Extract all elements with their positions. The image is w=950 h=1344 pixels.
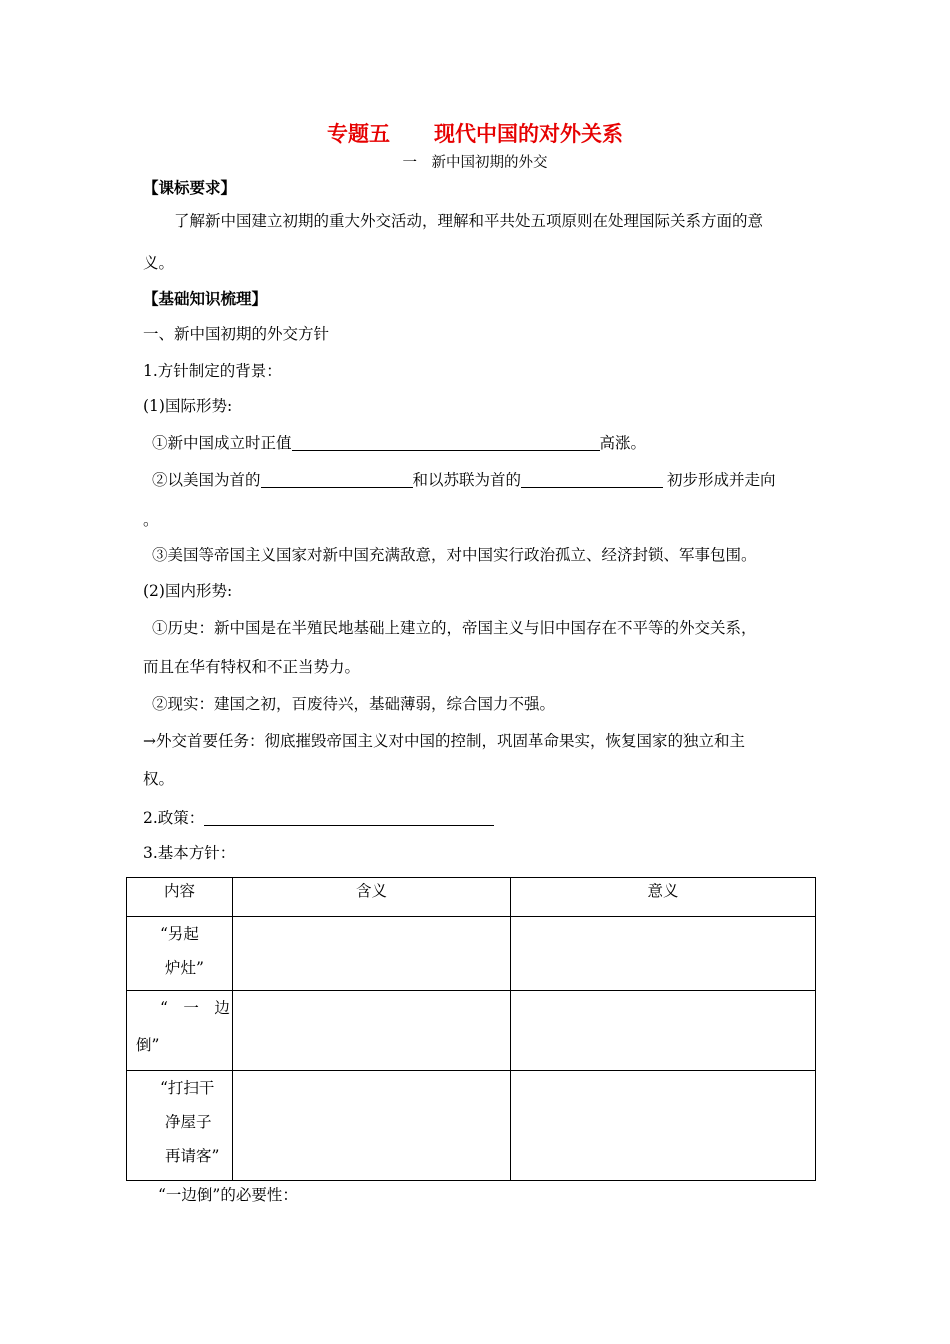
title-topic: 专题五 [327, 122, 390, 146]
section-heading: 一、新中国初期的外交方针 [143, 325, 330, 343]
fill-blank-1[interactable] [292, 434, 600, 451]
international-point-1: ①新中国成立时正值 高涨。 [152, 434, 647, 452]
international-point-3: ③美国等帝国主义国家对新中国充满敌意，对中国实行政治孤立、经济封锁、军事包围。 [152, 546, 757, 564]
basics-heading: 【基础知识梳理】 [143, 289, 268, 308]
primary-task-line1: →外交首要任务：彻底摧毁帝国主义对中国的控制，巩固革命果实，恢复国家的独立和主 [143, 732, 745, 750]
title-main: 现代中国的对外关系 [434, 122, 623, 146]
table-header-row [127, 878, 816, 917]
fill-blank-2[interactable] [261, 471, 413, 488]
curriculum-text-line2: 义。 [143, 254, 175, 272]
fill-blank-3[interactable] [521, 471, 663, 488]
row-label-yibiandao: “ 一 边 倒” [127, 991, 233, 1071]
curriculum-text-line1: 了解新中国建立初期的重大外交活动，理解和平共处五项原则在处理国际关系方面的意 [174, 212, 764, 230]
table-row [127, 1071, 816, 1181]
item-2-policy: 2.政策： [143, 809, 494, 827]
domestic-point-2: ②现实：建国之初，百废待兴，基础薄弱，综合国力不强。 [152, 695, 556, 713]
significance-cell[interactable] [511, 1071, 816, 1181]
domestic-situation-heading: (2)国内形势: [143, 582, 233, 600]
meaning-cell[interactable] [233, 917, 511, 991]
header-meaning: 含义 [233, 878, 511, 917]
international-situation-heading: (1)国际形势: [143, 397, 233, 415]
basic-principles-table [126, 877, 816, 1181]
significance-cell[interactable] [511, 917, 816, 991]
meaning-cell[interactable] [233, 991, 511, 1071]
header-significance: 意义 [511, 878, 816, 917]
domestic-point-1b: 而且在华有特权和不正当势力。 [143, 658, 361, 676]
fill-blank-policy[interactable] [204, 809, 494, 826]
table-row [127, 991, 816, 1071]
row-label-lingqi-luzao: “另起 炉灶” [127, 917, 233, 991]
header-content: 内容 [127, 878, 233, 917]
international-point-2: ②以美国为首的 和以苏联为首的 初步形成并走向 [152, 471, 776, 489]
yibiandao-necessity-label: “一边倒”的必要性： [158, 1186, 298, 1204]
document-title [0, 124, 950, 145]
domestic-point-1a: ①历史：新中国是在半殖民地基础上建立的，帝国主义与旧中国存在不平等的外交关系， [152, 619, 757, 637]
document-subtitle: 一 新中国初期的外交 [402, 155, 548, 171]
item-1-heading: 1.方针制定的背景： [143, 362, 282, 380]
significance-cell[interactable] [511, 991, 816, 1071]
table-row [127, 917, 816, 991]
curriculum-heading: 【课标要求】 [143, 178, 237, 197]
international-point-2-end: 。 [143, 511, 159, 529]
row-label-dasao-ganjing: “打扫干 净屋子 再请客” [127, 1071, 233, 1181]
meaning-cell[interactable] [233, 1071, 511, 1181]
item-3-heading: 3.基本方针： [143, 844, 236, 862]
primary-task-line2: 权。 [143, 770, 175, 788]
